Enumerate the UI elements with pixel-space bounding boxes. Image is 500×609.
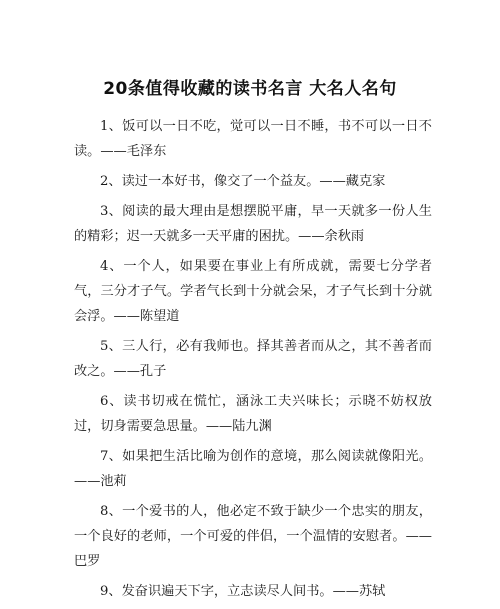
quote-item: 9、发奋识遍天下字，立志读尽人间书。——苏轼	[100, 584, 386, 599]
quote-item: 8、一个爱书的人，他必定不致于缺少一个忠实的朋友，一个良好的老师，一个可爱的伴侣，一个温情的安慰者。——巴罗	[74, 504, 432, 569]
quote-item: 6、读书切戒在慌忙，涵泳工夫兴味长；示晓不妨权放过，切身需要急思量。——陆九渊	[74, 394, 432, 434]
quote-item: 2、读过一本好书，像交了一个益友。——藏克家	[100, 174, 386, 189]
quote-list	[74, 114, 432, 609]
quote-item: 4、一个人，如果要在事业上有所成就，需要七分学者气，三分才子气。学者气长到十分就会呆，才子气长到十分就会浮。——陈望道	[74, 259, 432, 324]
document-title: 20条值得收藏的读书名言 大名人名句	[103, 79, 397, 99]
quote-item: 1、饭可以一日不吃，觉可以一日不睡，书不可以一日不读。——毛泽东	[74, 119, 432, 159]
quote-item: 7、如果把生活比喻为创作的意境，那么阅读就像阳光。——池莉	[74, 449, 432, 489]
quote-item: 3、阅读的最大理由是想摆脱平庸，早一天就多一份人生的精彩；迟一天就多一天平庸的困扰。——余秋雨	[74, 204, 432, 244]
quote-item: 5、三人行，必有我师也。择其善者而从之，其不善者而改之。——孔子	[74, 339, 432, 379]
